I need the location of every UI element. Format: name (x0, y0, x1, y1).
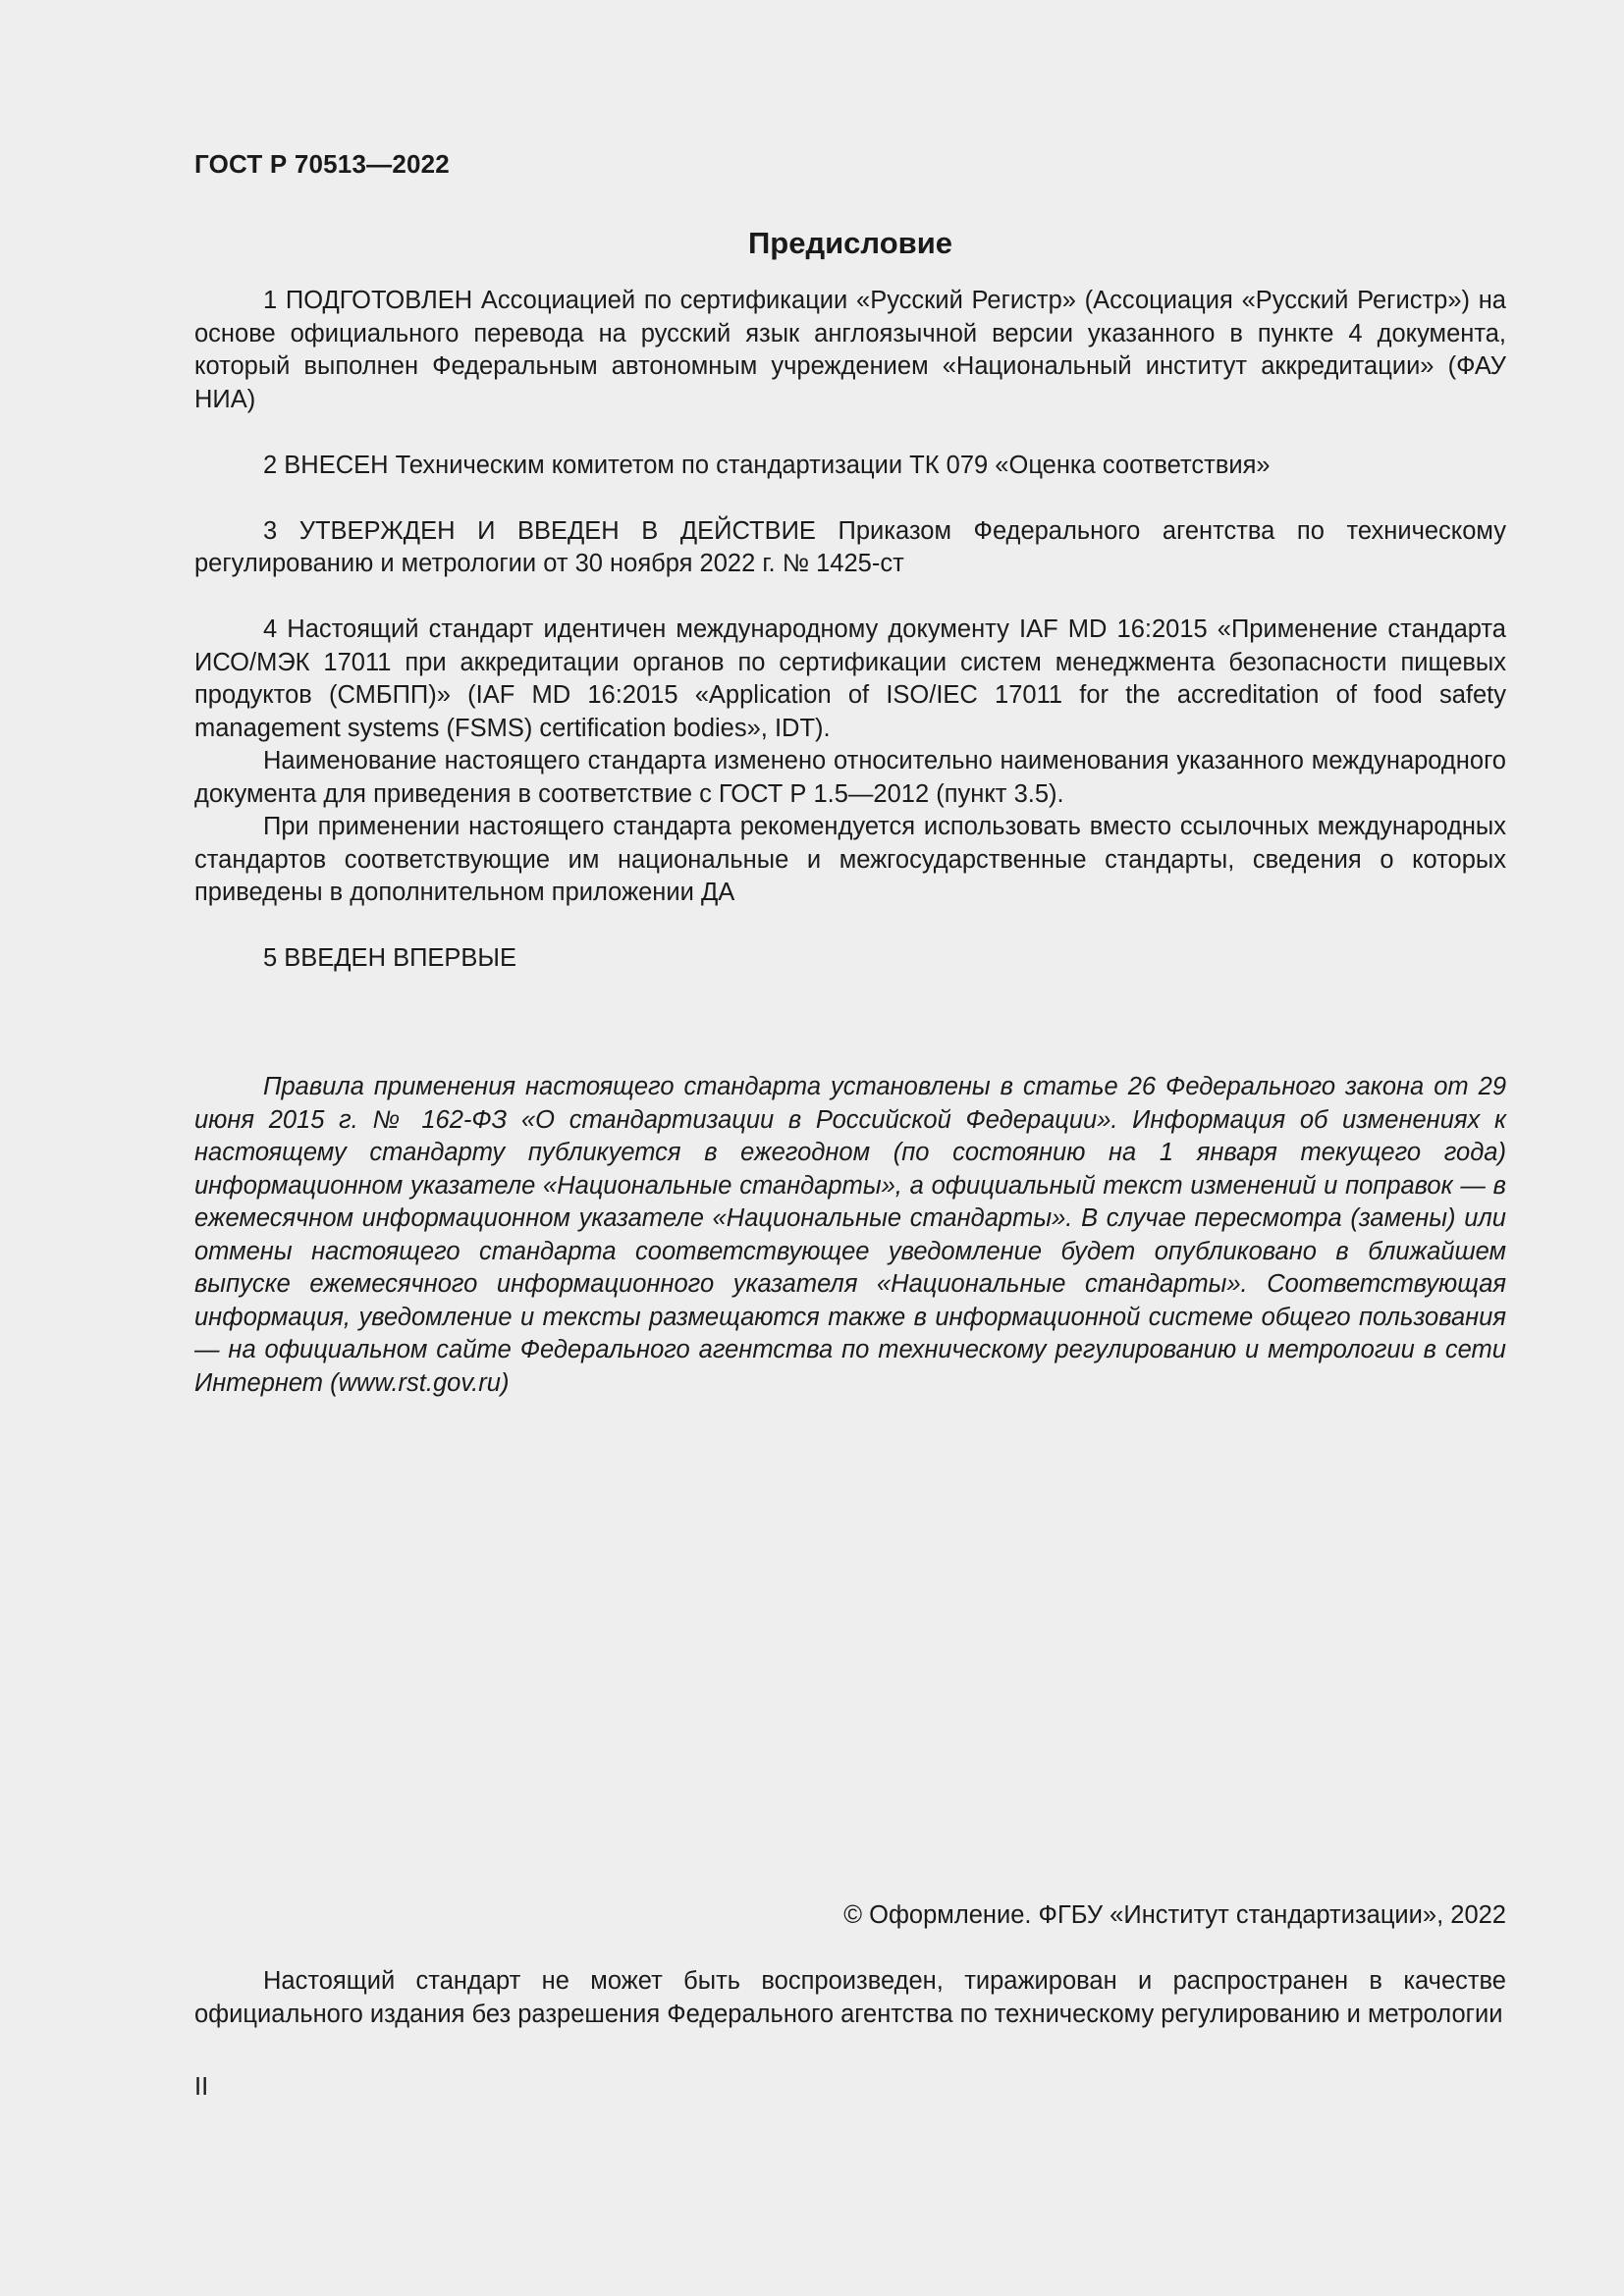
paragraph-3: 3 УТВЕРЖДЕН И ВВЕДЕН В ДЕЙСТВИЕ Приказом Федерального агентства по техническому регулированию и метрологии от 30 ноября 2022 г. № 1425-ст (194, 516, 1506, 577)
reprint-restriction: Настоящий стандарт не может быть воспроизведен, тиражирован и распространен в качестве официального издания без разрешения Федерального агентства по техническому регулированию и метрологии (194, 1967, 1506, 2028)
paragraph-1: 1 ПОДГОТОВЛЕН Ассоциацией по сертификации «Русский Регистр» (Ассоциация «Русский Регистр») на основе официального перевода на русский язык англоязычной версии указанного в пункте 4 документа, который выполнен Федеральным автономным учреждением «Национальный институт аккредитации» (ФАУ НИА) (194, 287, 1506, 413)
paragraph-2: 2 ВНЕСЕН Техническим комитетом по стандартизации ТК 079 «Оценка соответствия» (263, 451, 1271, 479)
paragraph-5: 5 ВВЕДЕН ВПЕРВЫЕ (263, 944, 517, 972)
application-rules-notice: Правила применения настоящего стандарта установлены в статье 26 Федерального закона от 29 июня 2015 г. № 162-ФЗ «О стандартизации в Российской Федерации». Информация об изменениях к настоящему стандарту публикуется в ежегодном (по состоянию на 1 января текущего года) информационном указателе «Национальные стандарты», а официальный текст изменений и поправок — в ежемесячном информационном указателе «Национальные стандарты». В случае пересмотра (замены) или отмены настоящего стандарта соответствующее уведомление будет опубликовано в ближайшем выпуске ежемесячного информационного указателя «Национальные стандарты». Соответствующая информация, уведомление и тексты размещаются также в информационной системе общего пользования — на официальном сайте Федерального агентства по техническому регулированию и метрологии в сети Интернет (www.rst.gov.ru) (194, 1073, 1506, 1397)
foreword-body (194, 285, 1506, 976)
paragraph-4-note-1: Наименование настоящего стандарта изменено относительно наименования указанного международного документа для приведения в соответствие с ГОСТ Р 1.5—2012 (пункт 3.5). (194, 747, 1506, 808)
document-page (194, 0, 1506, 2296)
paragraph-4-note-2: При применении настоящего стандарта рекомендуется использовать вместо ссылочных международных стандартов соответствующие им национальные и межгосударственные стандарты, сведения о которых приведены в дополнительном приложении ДА (194, 813, 1506, 906)
paragraph-4: 4 Настоящий стандарт идентичен международному документу IAF MD 16:2015 «Применение стандарта ИСО/МЭК 17011 при аккредитации органов по сертификации систем менеджмента безопасности пищевых продуктов (СМБПП)» (IAF MD 16:2015 «Application of ISO/IEC 17011 for the accreditation of food safety management systems (FSMS) certification bodies», IDT). (194, 615, 1506, 742)
copyright-line: © Оформление. ФГБУ «Институт стандартизации», 2022 (843, 1901, 1506, 1929)
page-number: II (194, 2073, 209, 2101)
document-header: ГОСТ Р 70513—2022 (194, 149, 450, 179)
section-title: Предисловие (747, 226, 952, 260)
